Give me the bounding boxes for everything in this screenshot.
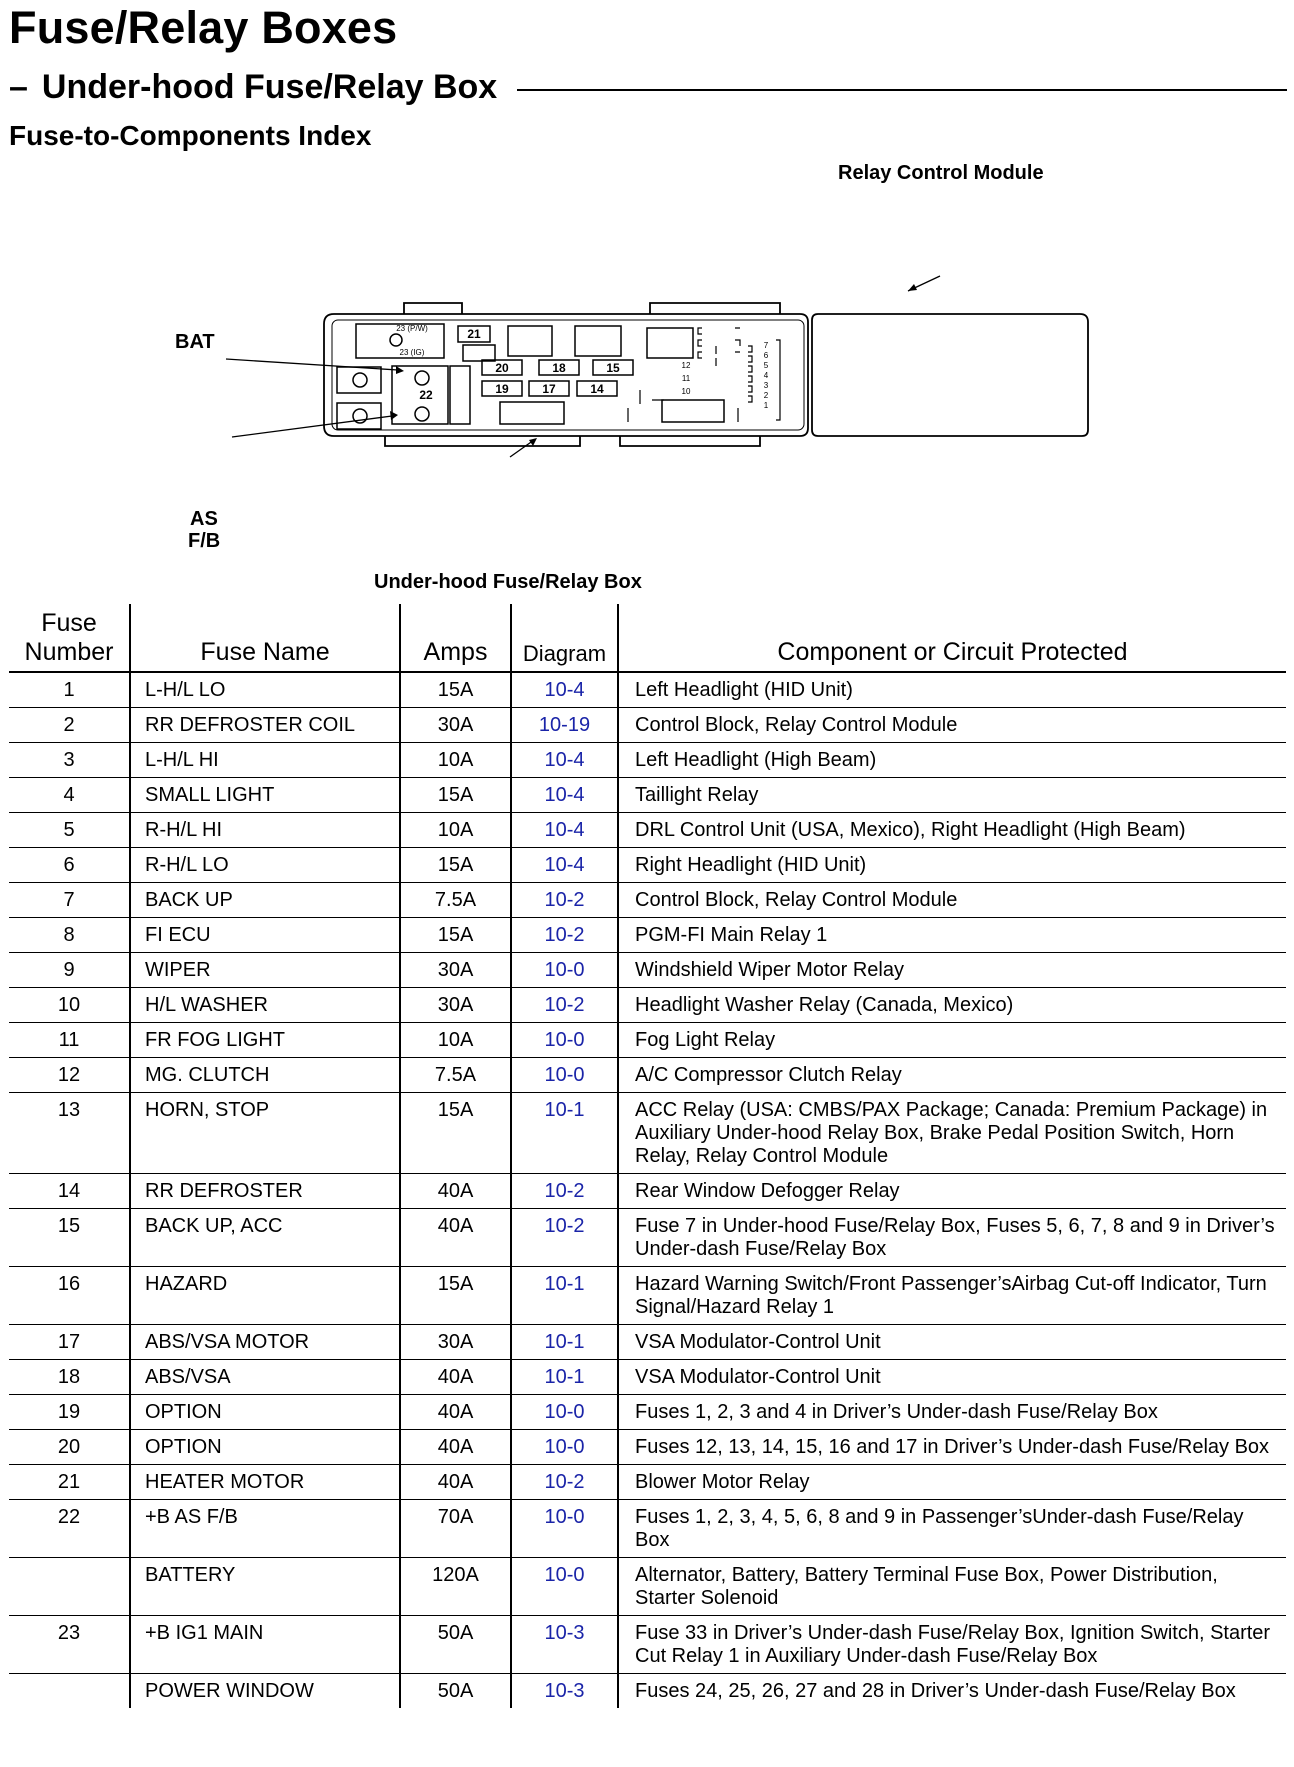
- relay-control-module-shape: [812, 314, 1088, 436]
- table-row: [9, 672, 1286, 708]
- diagram-ref-cell: 10-1: [511, 1267, 618, 1325]
- fb-label: F/B: [188, 530, 221, 552]
- component-cell: Fog Light Relay: [618, 1023, 1286, 1058]
- amps-cell: 10A: [400, 743, 511, 778]
- fuse-name-cell: SMALL LIGHT: [130, 778, 400, 813]
- amps-cell: 15A: [400, 1267, 511, 1325]
- fuse-number-cell: 7: [9, 883, 130, 918]
- fuse-name-cell: BATTERY: [130, 1558, 400, 1616]
- diagram-ref-cell: 10-0: [511, 953, 618, 988]
- as-label: AS: [190, 508, 218, 530]
- col-header-diagram: Diagram: [511, 604, 618, 672]
- table-row: [9, 743, 1286, 778]
- diagram-ref-cell: 10-2: [511, 988, 618, 1023]
- leader-line-box: [510, 440, 534, 457]
- table-header-row: [9, 604, 1286, 672]
- table-row: [9, 883, 1286, 918]
- relay-socket-lower: [337, 403, 381, 429]
- table-row: [9, 1325, 1286, 1360]
- col-header-amps: Amps: [400, 604, 511, 672]
- table-row: [9, 918, 1286, 953]
- table-row: [9, 1360, 1286, 1395]
- component-cell: Control Block, Relay Control Module: [618, 708, 1286, 743]
- component-cell: Blower Motor Relay: [618, 1465, 1286, 1500]
- component-cell: VSA Modulator-Control Unit: [618, 1360, 1286, 1395]
- slot-label-r7: 7: [763, 341, 769, 350]
- slot-label-18: 18: [552, 361, 566, 375]
- component-cell: Fuses 1, 2, 3, 4, 5, 6, 8 and 9 in Passenger’sUnder-dash Fuse/Relay Box: [618, 1500, 1286, 1558]
- fuse-name-cell: BACK UP: [130, 883, 400, 918]
- arrowhead-as-fb: [390, 411, 398, 420]
- amps-cell: 30A: [400, 708, 511, 743]
- fuse-number-cell: 2: [9, 708, 130, 743]
- amps-cell: 15A: [400, 1093, 511, 1174]
- amps-cell: 70A: [400, 1500, 511, 1558]
- amps-cell: 30A: [400, 1325, 511, 1360]
- slot-label-23-ig: 23 (IG): [399, 348, 425, 357]
- fuse-number-cell: 20: [9, 1430, 130, 1465]
- fuse-name-cell: L-H/L HI: [130, 743, 400, 778]
- fuse-name-cell: BACK UP, ACC: [130, 1209, 400, 1267]
- slot-small: [463, 345, 495, 361]
- diagram-ref-cell: 10-2: [511, 883, 618, 918]
- slot-22-side: [450, 366, 470, 424]
- slot-label-12: 12: [681, 361, 691, 370]
- slot-label-22: 22: [419, 388, 433, 402]
- component-cell: Fuse 7 in Under-hood Fuse/Relay Box, Fuses 5, 6, 7, 8 and 9 in Driver’s Under-dash Fuse/Relay Box: [618, 1209, 1286, 1267]
- fuse-name-cell: POWER WINDOW: [130, 1674, 400, 1709]
- fuse-name-cell: FR FOG LIGHT: [130, 1023, 400, 1058]
- fuse-number-cell: 1: [9, 672, 130, 708]
- col-header-fuse-number: [9, 604, 130, 672]
- table-row: [9, 1267, 1286, 1325]
- diagram-ref-cell: 10-1: [511, 1093, 618, 1174]
- diagram-ref-cell: 10-4: [511, 743, 618, 778]
- table-row: [9, 708, 1286, 743]
- table-row: [9, 778, 1286, 813]
- slot-label-r6: 6: [763, 351, 769, 360]
- fuse-name-cell: HEATER MOTOR: [130, 1465, 400, 1500]
- table-row: [9, 1209, 1286, 1267]
- fuse-name-cell: R-H/L HI: [130, 813, 400, 848]
- fuse-number-cell: 22: [9, 1500, 130, 1558]
- component-cell: Right Headlight (HID Unit): [618, 848, 1286, 883]
- fuse-name-cell: H/L WASHER: [130, 988, 400, 1023]
- amps-cell: 30A: [400, 953, 511, 988]
- component-cell: Fuses 12, 13, 14, 15, 16 and 17 in Driver’s Under-dash Fuse/Relay Box: [618, 1430, 1286, 1465]
- fuse-name-cell: ABS/VSA MOTOR: [130, 1325, 400, 1360]
- component-cell: Hazard Warning Switch/Front Passenger’sAirbag Cut-off Indicator, Turn Signal/Hazard Relay 1: [618, 1267, 1286, 1325]
- table-row: [9, 848, 1286, 883]
- amps-cell: 40A: [400, 1209, 511, 1267]
- mini-fuse-marks: [628, 328, 780, 422]
- fuse-number-cell: 21: [9, 1465, 130, 1500]
- fuse-name-cell: MG. CLUTCH: [130, 1058, 400, 1093]
- slot-label-21: 21: [467, 327, 481, 341]
- table-row: [9, 988, 1286, 1023]
- diagram-ref-cell: 10-0: [511, 1395, 618, 1430]
- fuse-table-body: [9, 672, 1286, 1708]
- fuse-number-cell: 17: [9, 1325, 130, 1360]
- amps-cell: 15A: [400, 918, 511, 953]
- slot-label-r5: 5: [763, 361, 769, 370]
- component-cell: Taillight Relay: [618, 778, 1286, 813]
- diagram-ref-cell: 10-2: [511, 1209, 618, 1267]
- col-header-component: Component or Circuit Protected: [618, 604, 1286, 672]
- page-subtitle: Under-hood Fuse/Relay Box: [41, 67, 498, 106]
- component-cell: DRL Control Unit (USA, Mexico), Right Headlight (High Beam): [618, 813, 1286, 848]
- table-row: [9, 1674, 1286, 1709]
- fuse-name-cell: RR DEFROSTER: [130, 1174, 400, 1209]
- amps-cell: 15A: [400, 778, 511, 813]
- diagram-ref-cell: 10-4: [511, 778, 618, 813]
- diagram-ref-cell: 10-0: [511, 1023, 618, 1058]
- amps-cell: 15A: [400, 672, 511, 708]
- relay-socket-bottom-1: [500, 402, 564, 424]
- fuse-name-cell: OPTION: [130, 1395, 400, 1430]
- col-header-fuse-name: Fuse Name: [130, 604, 400, 672]
- diagram-ref-cell: 10-0: [511, 1058, 618, 1093]
- table-row: [9, 813, 1286, 848]
- fuse-23-pw-terminal: [390, 334, 402, 346]
- fuse-number-cell: 9: [9, 953, 130, 988]
- relay-socket-top-3: [647, 328, 693, 358]
- slot-label-r1: 1: [763, 401, 769, 410]
- section-heading: Fuse-to-Components Index: [9, 120, 372, 151]
- amps-cell: 40A: [400, 1430, 511, 1465]
- table-row: [9, 1093, 1286, 1174]
- fuse-name-cell: ABS/VSA: [130, 1360, 400, 1395]
- table-row: [9, 1558, 1286, 1616]
- bolt-lower: [353, 409, 367, 423]
- component-cell: A/C Compressor Clutch Relay: [618, 1058, 1286, 1093]
- amps-cell: 50A: [400, 1674, 511, 1709]
- arrowhead-bat: [396, 366, 404, 374]
- fuse-number-cell: [9, 1558, 130, 1616]
- fuse-number-cell: 18: [9, 1360, 130, 1395]
- arrowhead-relay-module: [908, 284, 917, 291]
- table-row: [9, 1500, 1286, 1558]
- slot-label-r2: 2: [763, 391, 769, 400]
- bat-terminal: [415, 371, 429, 385]
- leader-line-bat: [226, 359, 398, 370]
- fuse-name-cell: OPTION: [130, 1430, 400, 1465]
- table-row: [9, 1465, 1286, 1500]
- fuse-number-cell: 16: [9, 1267, 130, 1325]
- diagram-ref-cell: 10-0: [511, 1430, 618, 1465]
- slot-label-11: 11: [681, 374, 691, 383]
- fuse-name-cell: +B AS F/B: [130, 1500, 400, 1558]
- fuse-name-cell: WIPER: [130, 953, 400, 988]
- slot-label-14: 14: [590, 382, 604, 396]
- component-cell: VSA Modulator-Control Unit: [618, 1325, 1286, 1360]
- col-header-fuse-number-line1: Fuse: [41, 609, 97, 637]
- diagram-ref-cell: 10-2: [511, 1465, 618, 1500]
- fuse-number-cell: 10: [9, 988, 130, 1023]
- amps-cell: 40A: [400, 1360, 511, 1395]
- table-row: [9, 1174, 1286, 1209]
- diagram-ref-cell: 10-4: [511, 672, 618, 708]
- col-header-fuse-number-line2: Number: [24, 638, 114, 666]
- diagram-ref-cell: 10-0: [511, 1500, 618, 1558]
- component-cell: Windshield Wiper Motor Relay: [618, 953, 1286, 988]
- fuse-number-cell: 6: [9, 848, 130, 883]
- subtitle-dash: –: [9, 67, 28, 106]
- amps-cell: 7.5A: [400, 883, 511, 918]
- table-row: [9, 1395, 1286, 1430]
- fuse-number-cell: 4: [9, 778, 130, 813]
- table-row: [9, 1616, 1286, 1674]
- diagram-ref-cell: 10-2: [511, 1174, 618, 1209]
- fuse-number-cell: 8: [9, 918, 130, 953]
- component-cell: Fuses 1, 2, 3 and 4 in Driver’s Under-dash Fuse/Relay Box: [618, 1395, 1286, 1430]
- fuse-name-cell: HORN, STOP: [130, 1093, 400, 1174]
- bolt-upper: [353, 373, 367, 387]
- component-cell: ACC Relay (USA: CMBS/PAX Package; Canada: Premium Package) in Auxiliary Under-hood Relay Box, Brake Pedal Position Switch, Horn Relay, Relay Control Module: [618, 1093, 1286, 1174]
- amps-cell: 7.5A: [400, 1058, 511, 1093]
- amps-cell: 10A: [400, 813, 511, 848]
- amps-cell: 120A: [400, 1558, 511, 1616]
- relay-socket-upper: [337, 367, 381, 393]
- diagram-ref-cell: 10-3: [511, 1616, 618, 1674]
- relay-socket-bottom-2: [662, 400, 724, 422]
- diagram-ref-cell: 10-1: [511, 1325, 618, 1360]
- leader-line-as-fb: [232, 416, 392, 437]
- component-cell: Left Headlight (HID Unit): [618, 672, 1286, 708]
- fuse-number-cell: 13: [9, 1093, 130, 1174]
- slot-label-15: 15: [606, 361, 620, 375]
- fuse-number-cell: 5: [9, 813, 130, 848]
- component-cell: Left Headlight (High Beam): [618, 743, 1286, 778]
- diagram-ref-cell: 10-2: [511, 918, 618, 953]
- fuse-number-cell: 3: [9, 743, 130, 778]
- fuse-name-cell: FI ECU: [130, 918, 400, 953]
- fuse-number-cell: [9, 1674, 130, 1709]
- fuse-name-cell: +B IG1 MAIN: [130, 1616, 400, 1674]
- diagram-ref-cell: 10-4: [511, 813, 618, 848]
- fuse-name-cell: R-H/L LO: [130, 848, 400, 883]
- component-cell: Alternator, Battery, Battery Terminal Fuse Box, Power Distribution, Starter Solenoid: [618, 1558, 1286, 1616]
- table-row: [9, 1023, 1286, 1058]
- component-cell: Rear Window Defogger Relay: [618, 1174, 1286, 1209]
- diagram-caption: Under-hood Fuse/Relay Box: [374, 571, 642, 593]
- amps-cell: 40A: [400, 1465, 511, 1500]
- diagram-ref-cell: 10-19: [511, 708, 618, 743]
- slot-label-10: 10: [681, 387, 691, 396]
- table-row: [9, 1058, 1286, 1093]
- table-row: [9, 953, 1286, 988]
- relay-socket-top-2: [575, 326, 621, 356]
- component-cell: Control Block, Relay Control Module: [618, 883, 1286, 918]
- fuse-name-cell: L-H/L LO: [130, 672, 400, 708]
- amps-cell: 15A: [400, 848, 511, 883]
- fuse-number-cell: 12: [9, 1058, 130, 1093]
- amps-cell: 40A: [400, 1174, 511, 1209]
- component-cell: PGM-FI Main Relay 1: [618, 918, 1286, 953]
- relay-socket-top-1: [508, 326, 552, 356]
- diagram-ref-cell: 10-1: [511, 1360, 618, 1395]
- component-cell: Fuses 24, 25, 26, 27 and 28 in Driver’s Under-dash Fuse/Relay Box: [618, 1674, 1286, 1709]
- relay-control-module-label: Relay Control Module: [838, 162, 1044, 184]
- slot-label-r3: 3: [763, 381, 769, 390]
- diagram-ref-cell: 10-4: [511, 848, 618, 883]
- slot-label-23-pw: 23 (P/W): [396, 324, 428, 333]
- diagram-ref-cell: 10-0: [511, 1558, 618, 1616]
- component-cell: Headlight Washer Relay (Canada, Mexico): [618, 988, 1286, 1023]
- page-title: Fuse/Relay Boxes: [9, 2, 398, 53]
- amps-cell: 40A: [400, 1395, 511, 1430]
- fuse-number-cell: 15: [9, 1209, 130, 1267]
- fuse-name-cell: RR DEFROSTER COIL: [130, 708, 400, 743]
- amps-cell: 30A: [400, 988, 511, 1023]
- slot-label-19: 19: [495, 382, 509, 396]
- diagram-ref-cell: 10-3: [511, 1674, 618, 1709]
- slot-label-20: 20: [495, 361, 509, 375]
- slot-label-17: 17: [542, 382, 556, 396]
- fuse-number-cell: 19: [9, 1395, 130, 1430]
- component-cell: Fuse 33 in Driver’s Under-dash Fuse/Relay Box, Ignition Switch, Starter Cut Relay 1 in Auxiliary Under-dash Fuse/Relay Box: [618, 1616, 1286, 1674]
- slot-label-r4: 4: [763, 371, 769, 380]
- fuse-name-cell: HAZARD: [130, 1267, 400, 1325]
- as-fb-terminal: [415, 407, 429, 421]
- fuse-index-table: [9, 604, 1286, 1708]
- fuse-number-cell: 23: [9, 1616, 130, 1674]
- fuse-number-cell: 11: [9, 1023, 130, 1058]
- fuse-number-cell: 14: [9, 1174, 130, 1209]
- amps-cell: 50A: [400, 1616, 511, 1674]
- amps-cell: 10A: [400, 1023, 511, 1058]
- table-row: [9, 1430, 1286, 1465]
- bat-label: BAT: [175, 331, 215, 353]
